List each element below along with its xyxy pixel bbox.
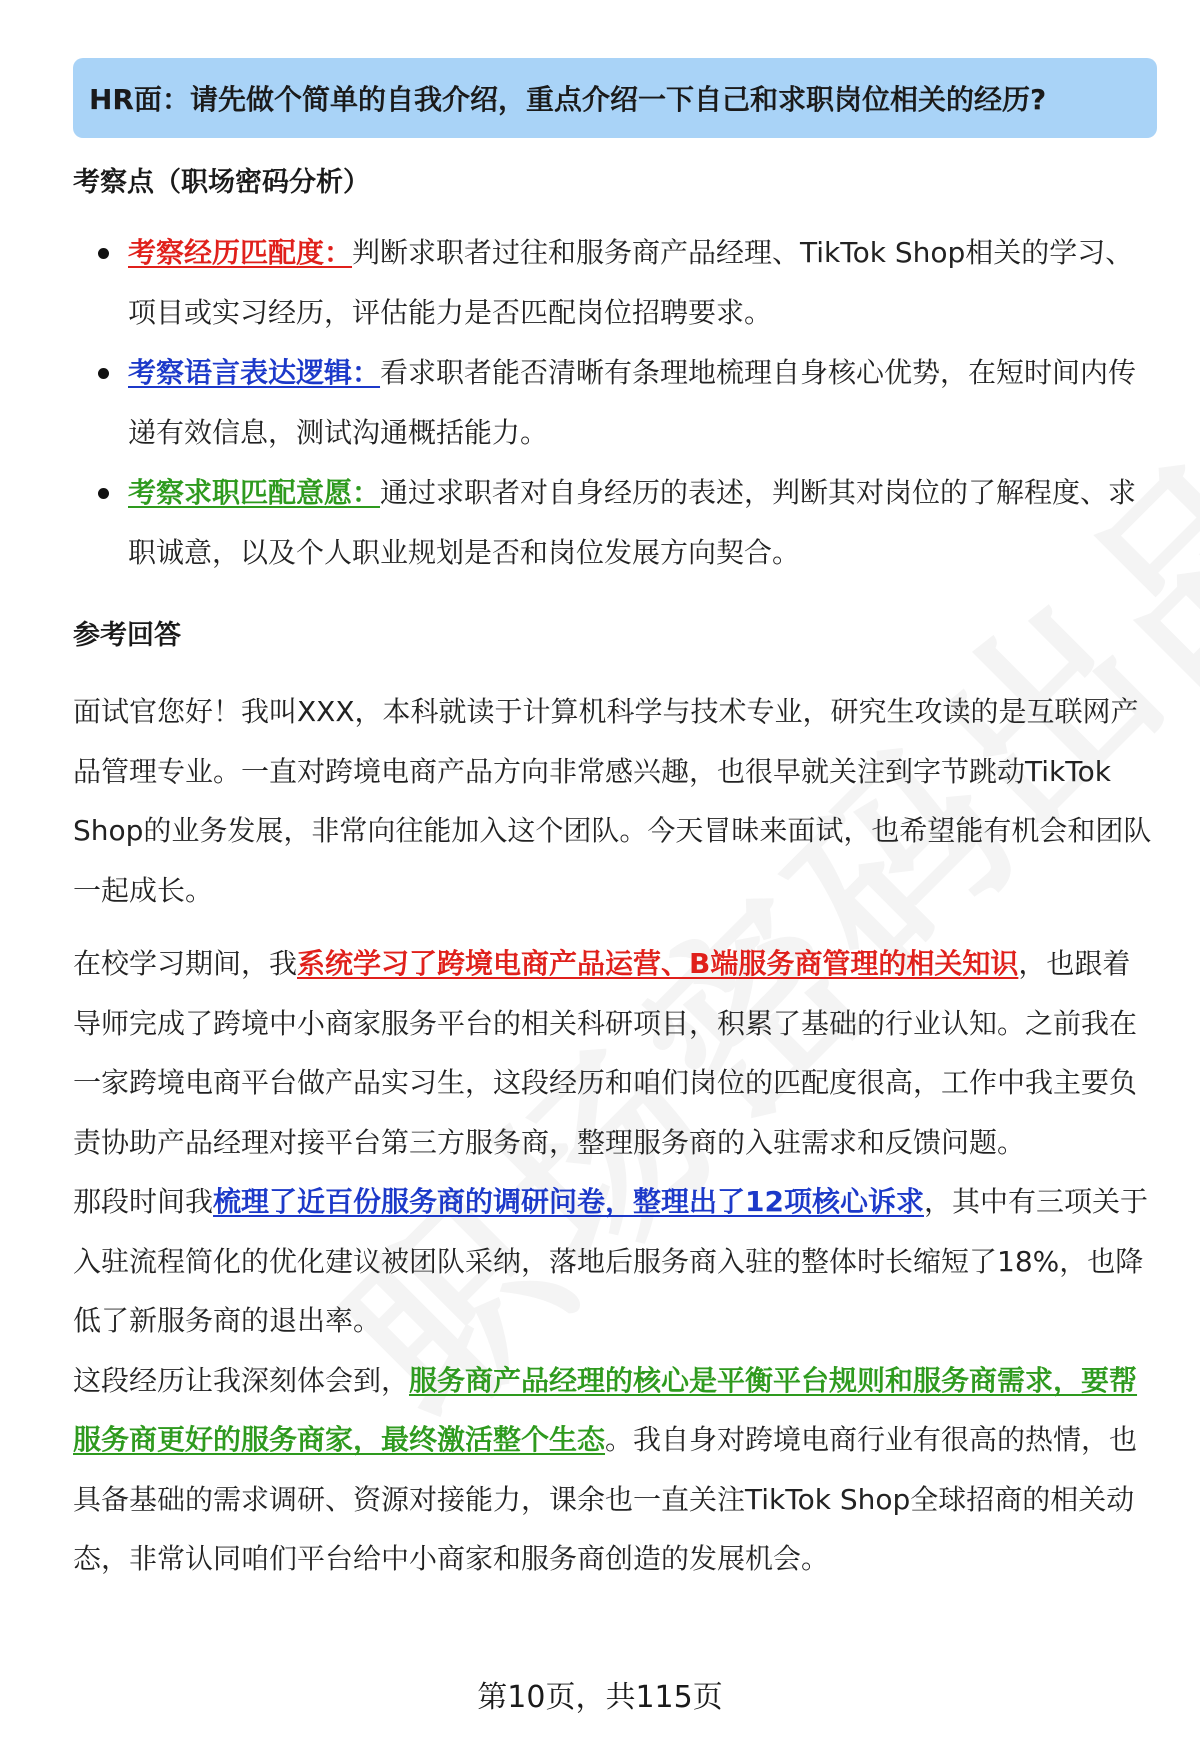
document-page xyxy=(73,58,1157,1589)
bullet-icon xyxy=(98,488,109,499)
analysis-item xyxy=(73,223,1157,343)
paragraph-text: 那段时间我 xyxy=(73,1185,214,1218)
highlight-text: 服务商产品经理的核心是平衡平台规则和服务商需求，要帮服务商更好的服务商家，最终激活整个生态 xyxy=(73,1363,1138,1456)
paragraph-text: 这段经历让我深刻体会到， xyxy=(73,1363,410,1397)
paragraph-text: 在校学习期间，我 xyxy=(73,947,298,980)
paragraph-text: ，其中有三项关于入驻流程简化的优化建议被团队采纳，落地后服务商入驻的整体时长缩短了18%，也降低了新服务商的退出率。 xyxy=(73,1185,1148,1337)
analysis-text: 看求职者能否清晰有条理地梳理自身核心优势，在短时间内传递有效信息，测试沟通概括能力。 xyxy=(128,356,1137,449)
analysis-text: 判断求职者过往和服务商产品经理、TikTok Shop相关的学习、项目或实习经历，评估能力是否匹配岗位招聘要求。 xyxy=(128,236,1134,329)
paragraph-text: 。我自身对跨境电商行业有很高的热情，也具备基础的需求调研、资源对接能力，课余也一直关注TikTok Shop全球招商的相关动态，非常认同咱们平台给中小商家和服务商创造的发展机会。 xyxy=(73,1423,1138,1575)
answer-paragraph-insight xyxy=(73,1351,1157,1589)
analysis-item xyxy=(73,463,1157,583)
answer-heading: 参考回答 xyxy=(73,620,181,651)
bullet-icon xyxy=(98,248,109,259)
highlight-text: 系统学习了跨境电商产品运营、B端服务商管理的相关知识 xyxy=(297,947,1019,980)
analysis-item xyxy=(73,343,1157,463)
paragraph-text: ，也跟着导师完成了跨境中小商家服务平台的相关科研项目，积累了基础的行业认知。之前我在一家跨境电商平台做产品实习生，这段经历和咱们岗位的匹配度很高，工作中我主要负责协助产品经理对接平台第三方服务商，整理服务商的入驻需求和反馈问题。 xyxy=(73,947,1138,1159)
highlight-text: 梳理了近百份服务商的调研问卷，整理出了12项核心诉求 xyxy=(213,1185,924,1218)
answer-paragraph-study xyxy=(73,934,1157,1172)
analysis-list xyxy=(73,223,1157,583)
question-text: HR面：请先做个简单的自我介绍，重点介绍一下自己和求职岗位相关的经历? xyxy=(89,83,1047,116)
analysis-keyword: 考察求职匹配意愿： xyxy=(128,476,381,509)
analysis-keyword: 考察经历匹配度： xyxy=(128,236,353,269)
bullet-icon xyxy=(98,368,109,379)
answer-paragraph-intro: 面试官您好！我叫XXX，本科就读于计算机科学与技术专业，研究生攻读的是互联网产品管理专业。一直对跨境电商产品方向非常感兴趣，也很早就关注到字节跳动TikTok Shop的业务发展，非常向往能加入这个团队。今天冒昧来面试，也希望能有机会和团队一起成长。 xyxy=(73,695,1152,907)
analysis-keyword: 考察语言表达逻辑： xyxy=(128,356,381,389)
page-number: 第10页，共115页 xyxy=(477,1680,723,1715)
answer-paragraph-internship xyxy=(73,1172,1157,1351)
question-banner xyxy=(73,58,1157,138)
analysis-heading: 考察点（职场密码分析） xyxy=(73,167,370,198)
analysis-text: 通过求职者对自身经历的表述，判断其对岗位的了解程度、求职诚意，以及个人职业规划是否和岗位发展方向契合。 xyxy=(128,476,1137,569)
